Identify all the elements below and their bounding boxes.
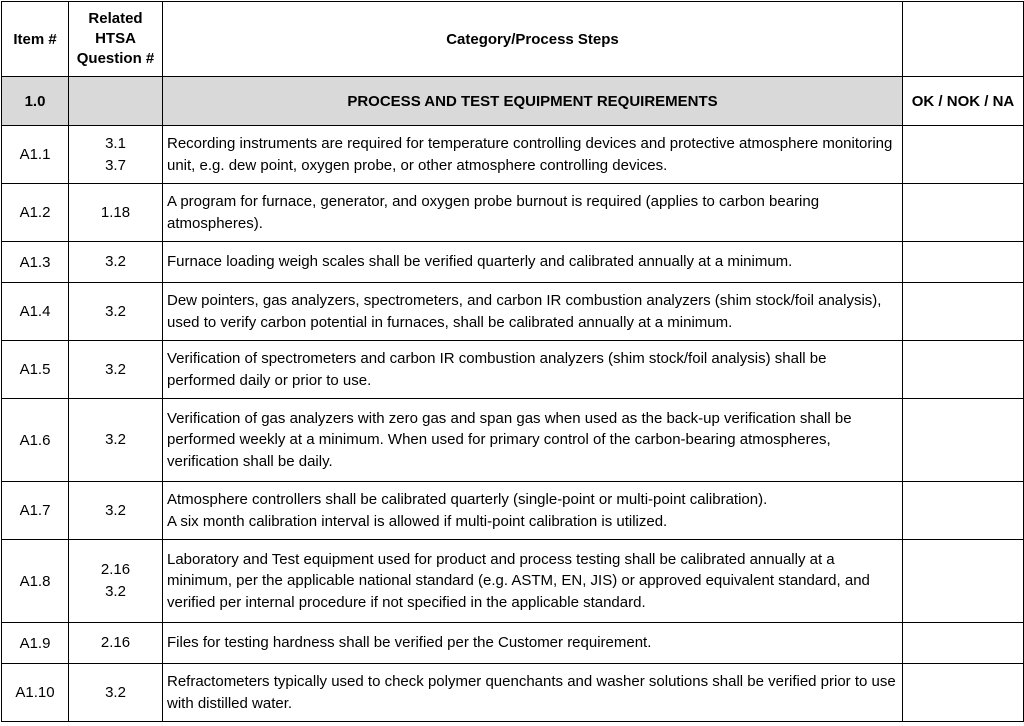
- question-cell: [69, 482, 163, 540]
- requirement-text: [163, 126, 903, 184]
- requirement-line: Refractometers typically used to check polymer quenchants and washer solutions shall be verified prior to use with distilled water.: [167, 673, 896, 712]
- question-number: 3.7: [105, 156, 126, 174]
- table-row: [2, 540, 1024, 623]
- header-question-line: Related: [88, 10, 143, 27]
- header-row: [2, 2, 1024, 77]
- header-item: Item #: [2, 2, 69, 77]
- requirement-line: Dew pointers, gas analyzers, spectrometers, and carbon IR combustion analyzers (shim stock/foil analysis), used to verify carbon potential in furnaces, shall be calibrated annually at a minimum.: [167, 292, 882, 331]
- status-cell[interactable]: [903, 184, 1024, 242]
- section-number: 1.0: [2, 77, 69, 126]
- requirement-line: Files for testing hardness shall be verified per the Customer requirement.: [167, 634, 652, 652]
- requirement-text: [163, 540, 903, 623]
- question-number: 3.2: [105, 360, 126, 378]
- question-cell: [69, 623, 163, 664]
- rows-body: [2, 126, 1024, 722]
- section-title: PROCESS AND TEST EQUIPMENT REQUIREMENTS: [163, 77, 903, 126]
- header-question: [69, 2, 163, 77]
- question-cell: [69, 184, 163, 242]
- table-row: [2, 399, 1024, 482]
- requirement-text: [163, 623, 903, 664]
- table-row: [2, 184, 1024, 242]
- item-number: A1.9: [2, 623, 69, 664]
- requirement-line: Laboratory and Test equipment used for product and process testing shall be calibrated annually at a minimum, per the applicable national standard (e.g. ASTM, EN, JIS) or approved equivalent standard, and verified per internal procedure if not specified in the applicable standard.: [167, 550, 870, 611]
- requirement-text: [163, 242, 903, 283]
- question-number: 3.2: [105, 683, 126, 701]
- question-cell: [69, 341, 163, 399]
- status-cell[interactable]: [903, 283, 1024, 341]
- table-row: [2, 126, 1024, 184]
- table-row: [2, 664, 1024, 722]
- status-cell[interactable]: [903, 482, 1024, 540]
- question-number: 3.2: [105, 302, 126, 320]
- item-number: A1.2: [2, 184, 69, 242]
- status-cell[interactable]: [903, 126, 1024, 184]
- question-number: 3.2: [105, 431, 126, 448]
- status-cell[interactable]: [903, 399, 1024, 482]
- item-number: A1.10: [2, 664, 69, 722]
- requirement-line: A program for furnace, generator, and oxygen probe burnout is required (applies to carbon bearing atmospheres).: [167, 193, 820, 232]
- table-row: [2, 623, 1024, 664]
- requirement-line: Recording instruments are required for temperature controlling devices and protective atmosphere monitoring unit, e.g. dew point, oxygen probe, or other atmosphere controlling devices.: [167, 135, 893, 174]
- question-cell: [69, 399, 163, 482]
- requirement-line: Atmosphere controllers shall be calibrated quarterly (single-point or multi-point calibration).: [167, 491, 768, 508]
- requirement-line: Verification of gas analyzers with zero gas and span gas when used as the back-up verification shall be performed weekly at a minimum. When used for primary control of the carbon-bearing atmospheres, verification shall be daily.: [167, 409, 852, 470]
- status-cell[interactable]: [903, 242, 1024, 283]
- item-number: A1.1: [2, 126, 69, 184]
- requirement-text: [163, 184, 903, 242]
- question-number: 2.16: [100, 634, 131, 651]
- question-number: 1.18: [100, 203, 131, 221]
- question-number: 3.1: [105, 134, 126, 152]
- table-row: [2, 341, 1024, 399]
- table-row: [2, 283, 1024, 341]
- status-cell[interactable]: [903, 664, 1024, 722]
- section-row: [2, 77, 1024, 126]
- header-question-line: HTSA: [95, 30, 136, 47]
- table-row: [2, 242, 1024, 283]
- question-cell: [69, 664, 163, 722]
- requirement-line: Verification of spectrometers and carbon IR combustion analyzers (shim stock/foil analysis) shall be performed daily or prior to use.: [167, 350, 827, 389]
- requirement-text: [163, 283, 903, 341]
- requirements-table: [1, 1, 1024, 722]
- header-status: [903, 2, 1024, 77]
- status-cell[interactable]: [903, 540, 1024, 623]
- question-cell: [69, 126, 163, 184]
- question-number: 2.16: [100, 561, 131, 578]
- question-cell: [69, 242, 163, 283]
- requirement-line: Furnace loading weigh scales shall be verified quarterly and calibrated annually at a minimum.: [167, 253, 793, 271]
- status-cell[interactable]: [903, 341, 1024, 399]
- requirement-text: [163, 482, 903, 540]
- question-cell: [69, 283, 163, 341]
- requirement-line: A six month calibration interval is allowed if multi-point calibration is utilized.: [167, 512, 668, 530]
- item-number: A1.8: [2, 540, 69, 623]
- section-status-label: OK / NOK / NA: [903, 77, 1024, 126]
- requirement-text: [163, 399, 903, 482]
- header-question-line: Question #: [76, 50, 155, 67]
- requirement-text: [163, 341, 903, 399]
- item-number: A1.7: [2, 482, 69, 540]
- item-number: A1.4: [2, 283, 69, 341]
- item-number: A1.6: [2, 399, 69, 482]
- section-question: [69, 77, 163, 126]
- table-row: [2, 482, 1024, 540]
- question-number: 3.2: [105, 501, 126, 519]
- question-number: 3.2: [105, 583, 126, 600]
- status-cell[interactable]: [903, 623, 1024, 664]
- item-number: A1.3: [2, 242, 69, 283]
- question-cell: [69, 540, 163, 623]
- header-category: Category/Process Steps: [163, 2, 903, 77]
- question-number: 3.2: [105, 253, 126, 270]
- item-number: A1.5: [2, 341, 69, 399]
- requirement-text: [163, 664, 903, 722]
